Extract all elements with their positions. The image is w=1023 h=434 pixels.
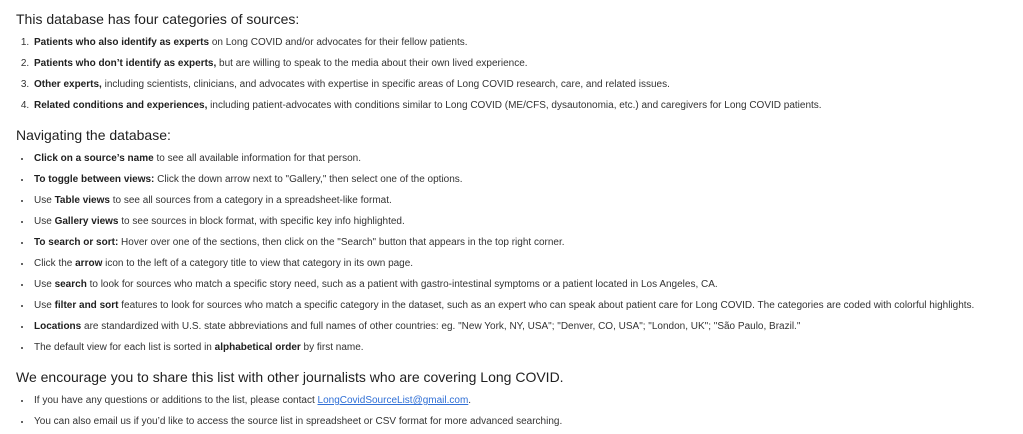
item-text: to see all available information for that person.	[153, 153, 362, 164]
item-text: to see sources in block format, with specific key info highlighted.	[118, 216, 405, 227]
category-description: including patient-advocates with conditions similar to Long COVID (ME/CFS, dysautonomia, etc.) and caregivers for Long COVID patients.	[207, 100, 822, 111]
item-text: features to look for sources who match a specific category in the dataset, such as an expert who can speak about patient care for Long COVID. The categories are coded with colorful highlights.	[118, 300, 975, 311]
item-prefix: Use	[34, 300, 55, 311]
category-item	[32, 32, 1015, 53]
item-bold: To toggle between views:	[34, 174, 155, 185]
categories-heading: This database has four categories of sources:	[16, 11, 300, 27]
category-description: but are willing to speak to the media about their own lived experience.	[216, 58, 528, 69]
category-description: on Long COVID and/or advocates for their fellow patients.	[209, 37, 468, 48]
email-link[interactable]: LongCovidSourceList@gmail.com	[317, 395, 469, 406]
category-title: Related conditions and experiences,	[34, 100, 208, 111]
item-text: Hover over one of the sections, then click on the "Search" button that appears in the top right corner.	[118, 237, 565, 248]
categories-list	[16, 32, 1015, 116]
contact-period: .	[468, 395, 472, 406]
navigating-item	[32, 232, 1015, 253]
share-item-contact	[32, 390, 1015, 411]
item-prefix: Use	[34, 216, 55, 227]
contact-text: If you have any questions or additions to the list, please contact	[34, 395, 318, 406]
item-bold: arrow	[75, 258, 103, 269]
navigating-heading: Navigating the database:	[16, 127, 171, 143]
navigating-item	[32, 148, 1015, 169]
item-bold: Click on a source’s name	[34, 153, 154, 164]
share-list	[16, 390, 1015, 432]
item-text: are standardized with U.S. state abbreviations and full names of other countries: eg. "New York, NY, USA"; "Denver, CO, USA"; "London, UK"; "São Paulo, Brazil."	[81, 321, 801, 332]
item-text: icon to the left of a category title to view that category in its own page.	[102, 258, 414, 269]
navigating-item	[32, 316, 1015, 337]
navigating-item	[32, 253, 1015, 274]
document-body	[16, 8, 1015, 432]
category-item	[32, 74, 1015, 95]
item-bold: Table views	[54, 195, 110, 206]
item-bold: To search or sort:	[34, 237, 119, 248]
category-title: Other experts,	[34, 79, 102, 90]
item-bold: Locations	[34, 321, 82, 332]
navigating-item	[32, 211, 1015, 232]
category-title: Patients who also identify as experts	[34, 37, 210, 48]
item-text: Click the down arrow next to "Gallery," then select one of the options.	[154, 174, 463, 185]
category-item	[32, 95, 1015, 116]
share-item-spreadsheet	[32, 411, 1015, 432]
item-text: by first name.	[300, 342, 364, 353]
item-bold: Gallery views	[54, 216, 119, 227]
item-prefix: The default view for each list is sorted in	[34, 342, 215, 353]
category-title: Patients who don’t identify as experts,	[34, 58, 217, 69]
navigating-item	[32, 274, 1015, 295]
item-text: to look for sources who match a specific story need, such as a patient with gastro-intestinal symptoms or a patient located in Los Angeles, CA.	[86, 279, 718, 290]
category-item	[32, 53, 1015, 74]
item-bold: alphabetical order	[214, 342, 301, 353]
category-description: including scientists, clinicians, and advocates with expertise in specific areas of Long COVID research, care, and related issues.	[101, 79, 670, 90]
navigating-item	[32, 190, 1015, 211]
item-prefix: Use	[34, 279, 55, 290]
navigating-item	[32, 169, 1015, 190]
navigating-list	[16, 148, 1015, 358]
item-text: to see all sources from a category in a spreadsheet-like format.	[109, 195, 392, 206]
navigating-item	[32, 295, 1015, 316]
item-prefix: Click the	[34, 258, 76, 269]
item-bold: filter and sort	[54, 300, 119, 311]
item-bold: search	[54, 279, 87, 290]
share-heading: We encourage you to share this list with other journalists who are covering Long COVID.	[16, 369, 564, 385]
navigating-item	[32, 337, 1015, 358]
spreadsheet-text: You can also email us if you’d like to access the source list in spreadsheet or CSV format for more advanced searching.	[34, 416, 563, 427]
item-prefix: Use	[34, 195, 55, 206]
